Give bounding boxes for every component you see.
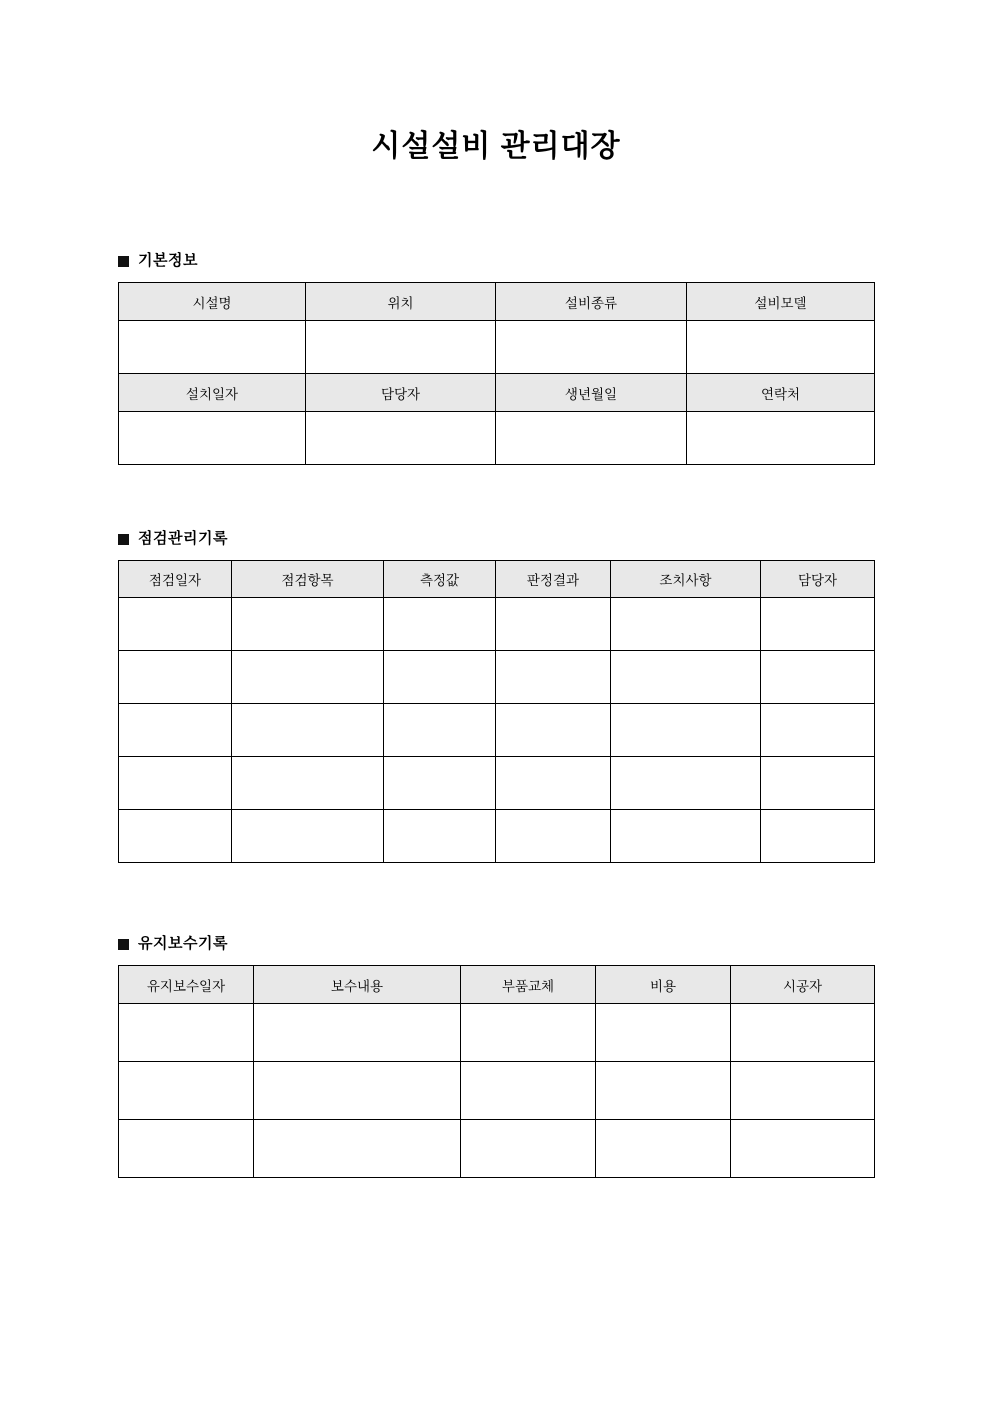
- table-row: [119, 1004, 875, 1062]
- input-cell[interactable]: [611, 810, 761, 863]
- input-cell[interactable]: [254, 1004, 461, 1062]
- input-cell-location[interactable]: [306, 321, 496, 374]
- input-cell[interactable]: [461, 1120, 596, 1178]
- page-title: 시설설비 관리대장: [371, 130, 621, 163]
- input-cell[interactable]: [232, 651, 384, 704]
- table-row: [119, 704, 875, 757]
- column-header-maintenance-date: 유지보수일자: [119, 966, 254, 1004]
- input-cell[interactable]: [461, 1004, 596, 1062]
- input-cell[interactable]: [384, 598, 496, 651]
- column-header-manager: 담당자: [306, 374, 496, 412]
- section-heading-label: 기본정보: [138, 252, 198, 269]
- table-row: [119, 598, 875, 651]
- input-cell[interactable]: [761, 598, 875, 651]
- column-header-contractor: 시공자: [731, 966, 875, 1004]
- input-cell[interactable]: [384, 704, 496, 757]
- input-cell-install-date[interactable]: [119, 412, 306, 465]
- table-row: [119, 374, 875, 412]
- table-row: [119, 651, 875, 704]
- input-cell[interactable]: [232, 810, 384, 863]
- column-header-install-date: 설치일자: [119, 374, 306, 412]
- column-header-location: 위치: [306, 283, 496, 321]
- input-cell[interactable]: [232, 598, 384, 651]
- input-cell[interactable]: [119, 1062, 254, 1120]
- table-header-row: [119, 561, 875, 598]
- input-cell[interactable]: [596, 1062, 731, 1120]
- input-cell[interactable]: [119, 1004, 254, 1062]
- input-cell-contact[interactable]: [687, 412, 875, 465]
- input-cell[interactable]: [731, 1062, 875, 1120]
- table-row: [119, 283, 875, 321]
- input-cell[interactable]: [496, 757, 611, 810]
- column-header-repair-details: 보수내용: [254, 966, 461, 1004]
- input-cell[interactable]: [496, 598, 611, 651]
- column-header-inspection-date: 점검일자: [119, 561, 232, 598]
- filled-square-bullet-icon: [118, 256, 129, 267]
- table-row: [119, 1062, 875, 1120]
- section-heading-label: 점검관리기록: [138, 530, 228, 547]
- input-cell[interactable]: [596, 1004, 731, 1062]
- input-cell[interactable]: [496, 651, 611, 704]
- table-inspection-record: [118, 560, 875, 863]
- section-heading-basic-info: [118, 252, 874, 270]
- column-header-inspection-item: 점검항목: [232, 561, 384, 598]
- input-cell[interactable]: [496, 810, 611, 863]
- input-cell[interactable]: [611, 651, 761, 704]
- input-cell[interactable]: [384, 651, 496, 704]
- column-header-judgement-result: 판정결과: [496, 561, 611, 598]
- input-cell-equipment-model[interactable]: [687, 321, 875, 374]
- input-cell-birthdate[interactable]: [496, 412, 687, 465]
- input-cell[interactable]: [119, 1120, 254, 1178]
- input-cell[interactable]: [254, 1120, 461, 1178]
- input-cell[interactable]: [119, 598, 232, 651]
- input-cell-equipment-type[interactable]: [496, 321, 687, 374]
- table-row: [119, 412, 875, 465]
- input-cell[interactable]: [119, 704, 232, 757]
- input-cell[interactable]: [761, 651, 875, 704]
- input-cell[interactable]: [761, 704, 875, 757]
- column-header-birthdate: 생년월일: [496, 374, 687, 412]
- input-cell[interactable]: [384, 810, 496, 863]
- input-cell[interactable]: [731, 1120, 875, 1178]
- column-header-manager: 담당자: [761, 561, 875, 598]
- column-header-facility-name: 시설명: [119, 283, 306, 321]
- input-cell[interactable]: [384, 757, 496, 810]
- input-cell[interactable]: [611, 704, 761, 757]
- input-cell[interactable]: [232, 757, 384, 810]
- input-cell-facility-name[interactable]: [119, 321, 306, 374]
- column-header-measured-value: 측정값: [384, 561, 496, 598]
- input-cell[interactable]: [611, 598, 761, 651]
- input-cell[interactable]: [119, 651, 232, 704]
- filled-square-bullet-icon: [118, 534, 129, 545]
- table-maintenance-record: [118, 965, 875, 1178]
- section-heading-maintenance-record: [118, 935, 874, 953]
- filled-square-bullet-icon: [118, 939, 129, 950]
- table-header-row: [119, 966, 875, 1004]
- table-basic-info: [118, 282, 875, 465]
- table-row: [119, 1120, 875, 1178]
- column-header-equipment-model: 설비모델: [687, 283, 875, 321]
- column-header-contact: 연락처: [687, 374, 875, 412]
- input-cell[interactable]: [461, 1062, 596, 1120]
- column-header-cost: 비용: [596, 966, 731, 1004]
- input-cell[interactable]: [232, 704, 384, 757]
- input-cell[interactable]: [254, 1062, 461, 1120]
- input-cell[interactable]: [496, 704, 611, 757]
- input-cell[interactable]: [761, 810, 875, 863]
- input-cell-manager[interactable]: [306, 412, 496, 465]
- section-heading-label: 유지보수기록: [138, 935, 228, 952]
- table-row: [119, 757, 875, 810]
- input-cell[interactable]: [761, 757, 875, 810]
- section-heading-inspection-record: [118, 530, 874, 548]
- column-header-action-taken: 조치사항: [611, 561, 761, 598]
- input-cell[interactable]: [119, 810, 232, 863]
- column-header-parts-replaced: 부품교체: [461, 966, 596, 1004]
- section-basic-info: [118, 252, 874, 465]
- input-cell[interactable]: [596, 1120, 731, 1178]
- input-cell[interactable]: [119, 757, 232, 810]
- input-cell[interactable]: [611, 757, 761, 810]
- section-maintenance-record: [118, 935, 874, 1178]
- table-row: [119, 810, 875, 863]
- input-cell[interactable]: [731, 1004, 875, 1062]
- section-inspection-record: [118, 530, 874, 863]
- table-row: [119, 321, 875, 374]
- column-header-equipment-type: 설비종류: [496, 283, 687, 321]
